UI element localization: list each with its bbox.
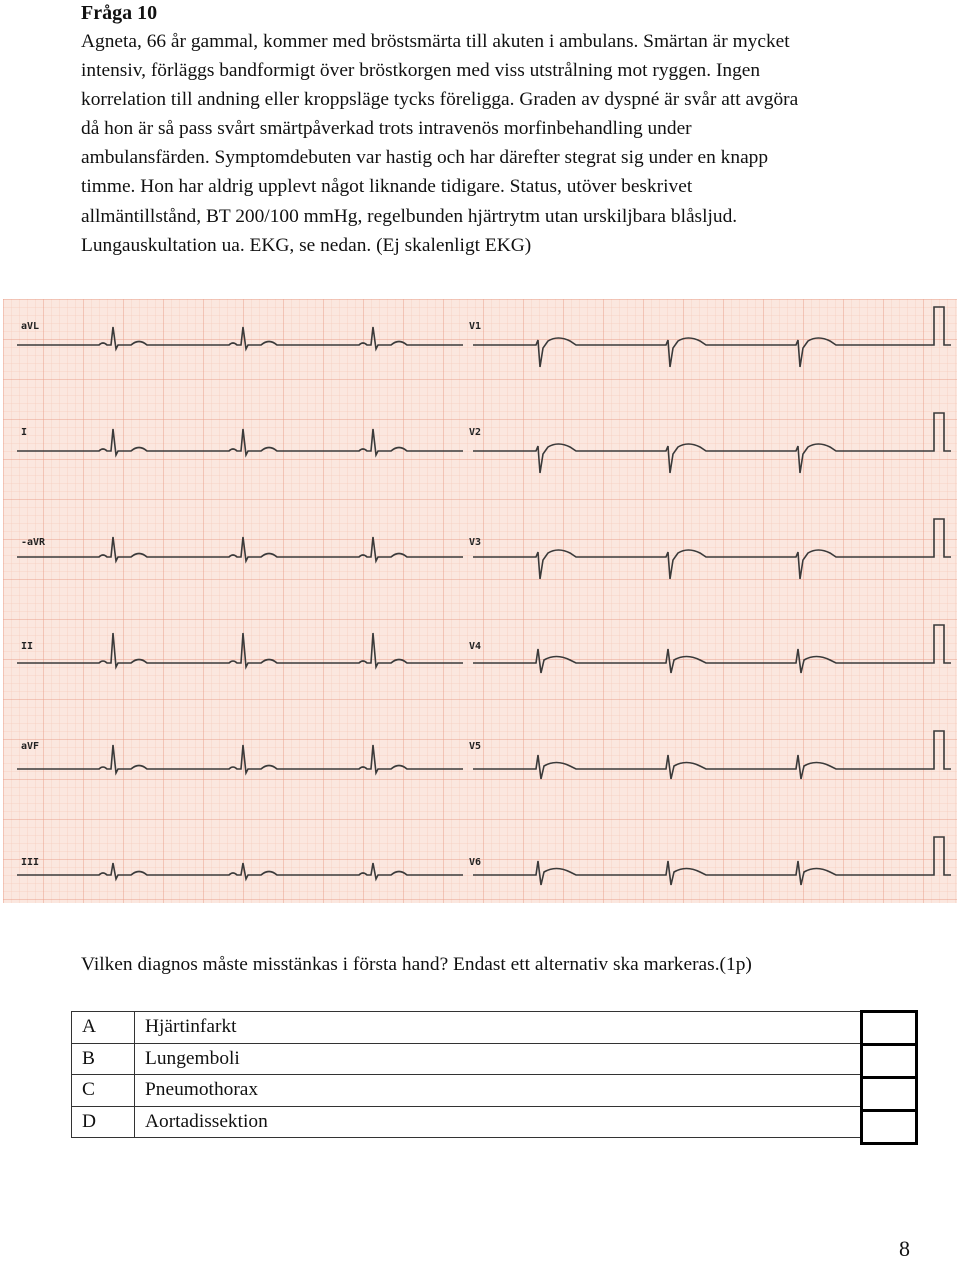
answer-table — [71, 1011, 862, 1138]
ecg-image — [3, 299, 957, 903]
case-line: då hon är så pass svårt smärtpåverkad trots intravenös morfinbehandling under — [81, 118, 692, 140]
case-line: Agneta, 66 år gammal, kommer med bröstsmärta till akuten i ambulans. Smärtan är mycket — [81, 31, 790, 52]
ecg-lead-label: III — [21, 857, 40, 868]
case-line: allmäntillstånd, BT 200/100 mmHg, regelbunden hjärtrytm utan urskiljbara blåsljud. — [81, 205, 738, 227]
ecg-lead-label: V6 — [469, 857, 482, 868]
case-description — [81, 27, 911, 260]
answer-checkboxes — [860, 1010, 918, 1142]
answer-checkbox-a[interactable] — [860, 1010, 918, 1046]
case-line: Lungauskultation ua. EKG, se nedan. (Ej skalenligt EKG) — [81, 234, 532, 256]
case-line: timme. Hon har aldrig upplevt något liknande tidigare. Status, utöver beskrivet — [81, 176, 693, 198]
question-title: Fråga 10 — [81, 2, 158, 24]
answer-checkbox-b[interactable] — [860, 1043, 918, 1079]
answer-row — [72, 1075, 862, 1107]
question-prompt: Vilken diagnos måste misstänkas i första hand? Endast ett alternativ ska markeras.(1p) — [81, 954, 752, 975]
ecg-lead-label: V1 — [469, 321, 482, 332]
ecg-lead-label: aVL — [21, 321, 40, 332]
ecg-lead-label: I — [21, 427, 28, 438]
case-line: intensiv, förläggs bandformigt över bröstkorgen med viss utstrålning mot ryggen. Ingen — [81, 60, 761, 82]
page-number: 8 — [899, 1236, 910, 1261]
ecg-lead-label: -aVR — [21, 537, 46, 548]
answer-checkbox-c[interactable] — [860, 1076, 918, 1112]
option-letter: D — [72, 1106, 135, 1138]
ecg-lead-label: aVF — [21, 741, 40, 752]
ecg-lead-label: II — [21, 641, 34, 652]
option-letter: B — [72, 1043, 135, 1075]
ecg-lead-label: V3 — [469, 537, 482, 548]
ecg-lead-label: V2 — [469, 427, 482, 438]
option-text: Pneumothorax — [135, 1075, 862, 1107]
answer-checkbox-d[interactable] — [860, 1109, 918, 1145]
option-text: Aortadissektion — [135, 1106, 862, 1138]
option-text: Lungemboli — [135, 1043, 862, 1075]
answer-row — [72, 1012, 862, 1044]
case-line: korrelation till andning eller kroppsläge tycks föreligga. Graden av dyspné är svår att avgöra — [81, 89, 799, 111]
option-text: Hjärtinfarkt — [135, 1012, 862, 1044]
case-line: ambulansfärden. Symptomdebuten var hastig och har därefter stegrat sig under en knapp — [81, 147, 769, 169]
ecg-lead-label: V4 — [469, 641, 482, 652]
answer-row — [72, 1043, 862, 1075]
ecg-lead-label: V5 — [469, 741, 482, 752]
option-letter: C — [72, 1075, 135, 1107]
option-letter: A — [72, 1012, 135, 1044]
answer-row — [72, 1106, 862, 1138]
